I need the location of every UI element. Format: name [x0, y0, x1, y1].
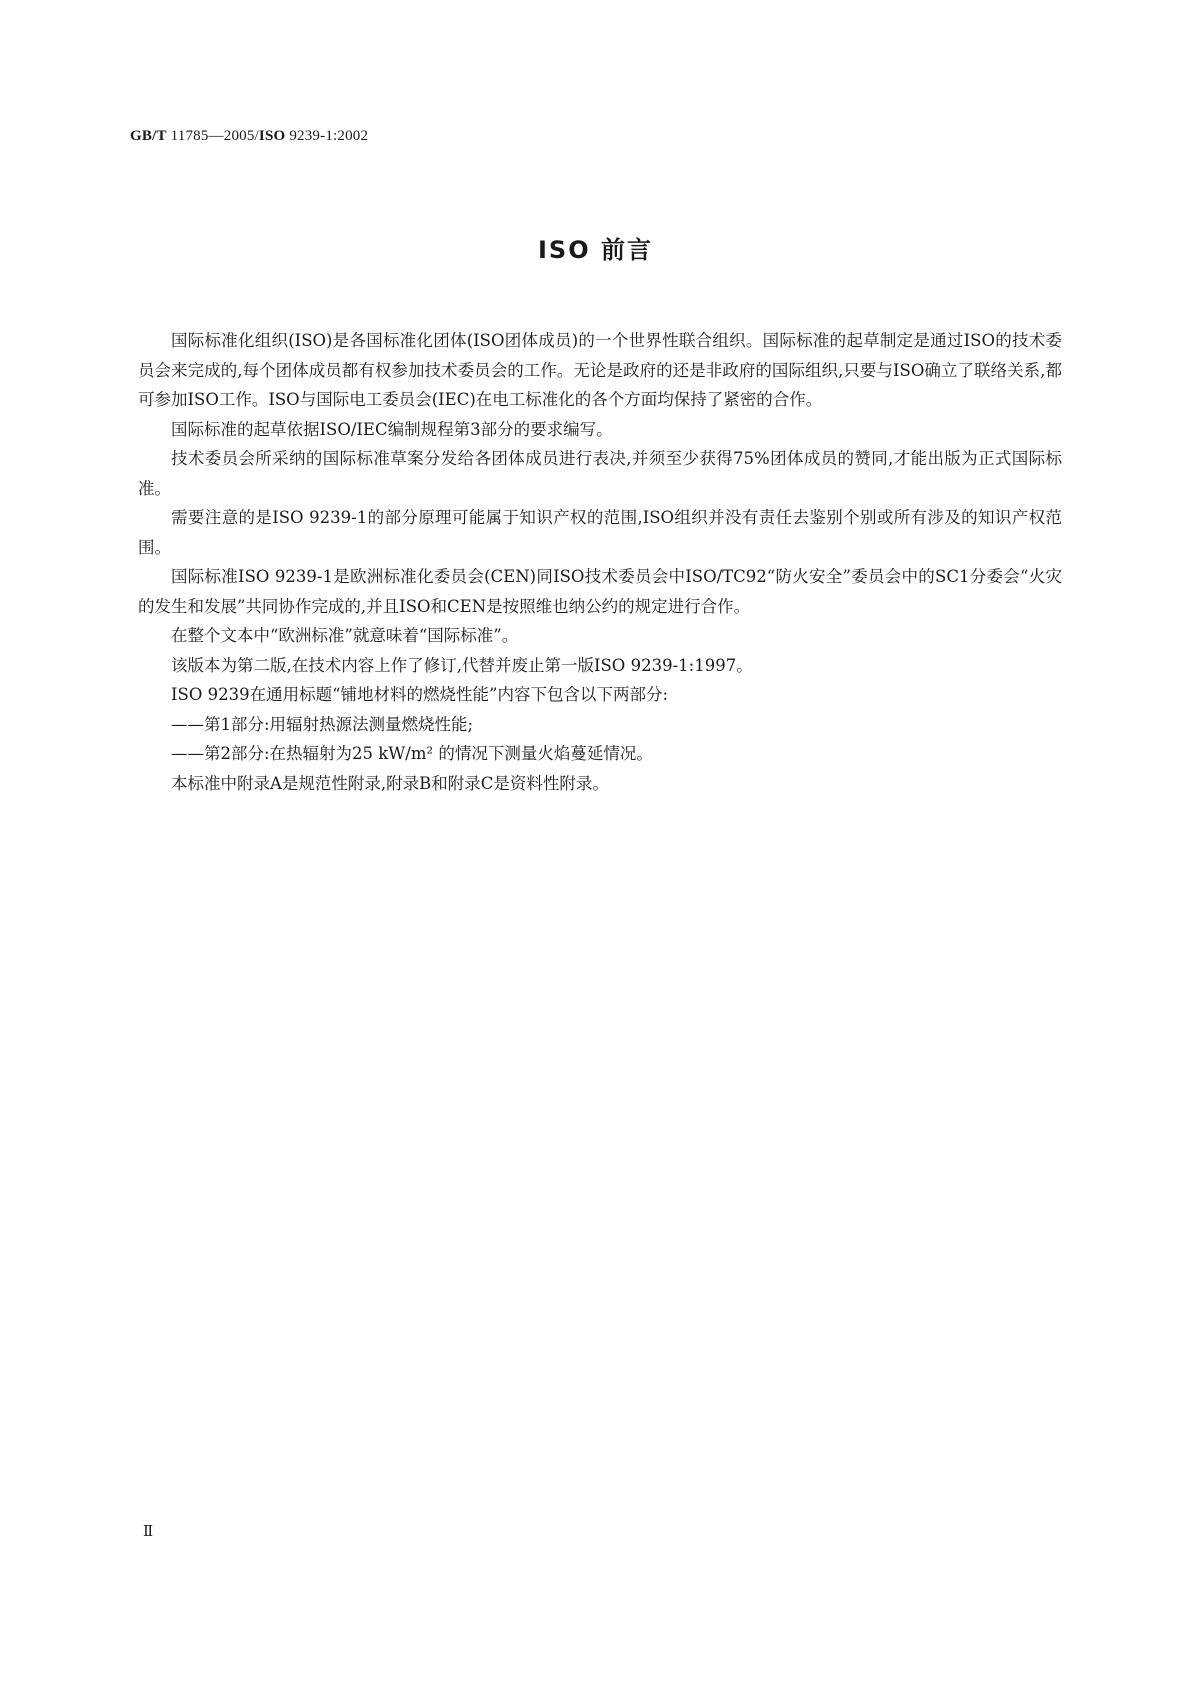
standard-code-header	[130, 128, 368, 145]
paragraph-european-standard: 在整个文本中“欧洲标准”就意味着“国际标准”。	[171, 626, 519, 645]
paragraph-part-2: ——第2部分:在热辐射为25 kW/m² 的情况下测量火焰蔓延情况。	[171, 744, 653, 763]
paragraph-annexes: 本标准中附录A是规范性附录,附录B和附录C是资料性附录。	[171, 773, 609, 793]
paragraph-parts-intro: ISO 9239在通用标题“铺地材料的燃烧性能”内容下包含以下两部分:	[171, 685, 669, 704]
paragraph-cen-cooperation: 国际标准ISO 9239-1是欧洲标准化委员会(CEN)同ISO技术委员会中ISO/TC92“防火安全”委员会中的SC1分委会“火灾的发生和发展”共同协作完成的,并且ISO和CEN是按照维也纳公约的规定进行合作。	[138, 567, 1062, 616]
paragraph-voting: 技术委员会所采纳的国际标准草案分发给各团体成员进行表决,并须至少获得75%团体成员的赞同,才能出版为正式国际标准。	[138, 449, 1062, 498]
page-number: Ⅱ	[143, 1524, 154, 1540]
std-code-iso: ISO	[258, 128, 286, 144]
std-code-number: 11785—2005/	[166, 128, 259, 144]
paragraph-drafting-rules: 国际标准的起草依据ISO/IEC编制规程第3部分的要求编写。	[171, 419, 613, 439]
foreword-body	[138, 326, 1062, 798]
paragraph-iso-intro: 国际标准化组织(ISO)是各国标准化团体(ISO团体成员)的一个世界性联合组织。国际标准的起草制定是通过ISO的技术委员会来完成的,每个团体成员都有权参加技术委员会的工作。无论是政府的还是非政府的国际组织,只要与ISO确立了联络关系,都可参加ISO工作。ISO与国际电工委员会(IEC)在电工标准化的各个方面均保持了紧密的合作。	[138, 331, 1062, 409]
std-code-iso-number: 9239-1:2002	[285, 128, 369, 144]
std-code-prefix: GB/T	[130, 128, 167, 144]
page-title: ISO 前言	[538, 236, 653, 264]
paragraph-patent-notice: 需要注意的是ISO 9239-1的部分原理可能属于知识产权的范围,ISO组织并没有责任去鉴别个别或所有涉及的知识产权范围。	[138, 508, 1062, 557]
paragraph-edition: 该版本为第二版,在技术内容上作了修订,代替并废止第一版ISO 9239-1:1997。	[171, 655, 753, 675]
paragraph-part-1: ——第1部分:用辐射热源法测量燃烧性能;	[171, 714, 474, 734]
